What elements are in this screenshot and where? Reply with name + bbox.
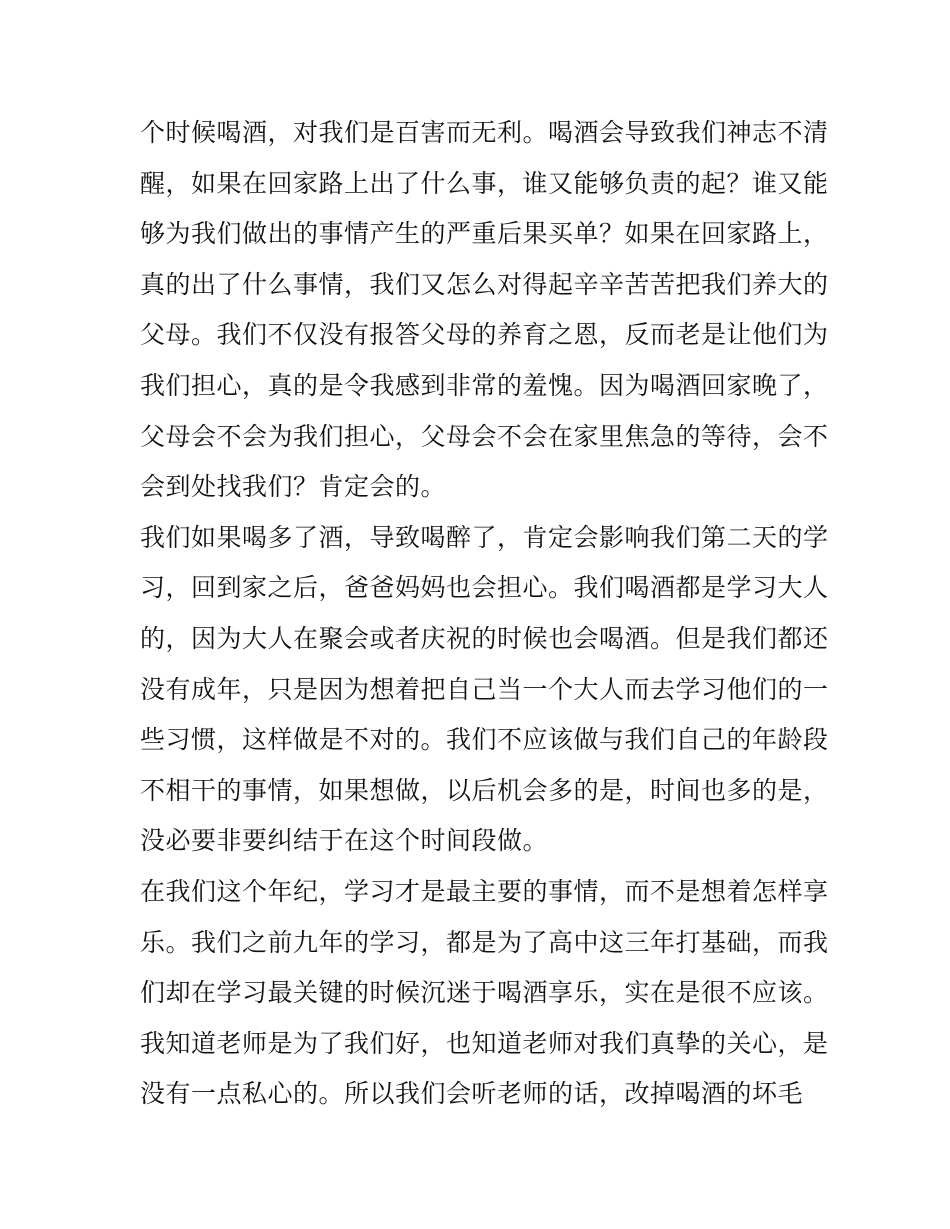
text-line: 没有一点私心的。所以我们会听老师的话，改掉喝酒的坏毛 — [140, 1079, 804, 1109]
text-line: 个时候喝酒，对我们是百害而无利。喝酒会导致我们神志不清 — [140, 118, 829, 147]
text-line: 我知道老师是为了我们好，也知道老师对我们真挚的关心，是 — [140, 1028, 829, 1058]
text-line: 真的出了什么事情，我们又怎么对得起辛辛苦苦把我们养大的 — [140, 269, 829, 299]
paragraph-1 — [140, 108, 829, 513]
text-line: 够为我们做出的事情产生的严重后果买单？如果在回家路上， — [140, 219, 829, 249]
document-body — [140, 108, 829, 1120]
text-line: 会到处找我们？肯定会的。 — [140, 472, 447, 502]
text-line: 我们如果喝多了酒，导致喝醉了，肯定会影响我们第二天的学 — [140, 522, 829, 552]
text-line: 在我们这个年纪，学习才是最主要的事情，而不是想着怎样享 — [140, 876, 829, 906]
text-line: 们却在学习最关键的时候沉迷于喝酒享乐，实在是很不应该。 — [140, 978, 829, 1008]
text-line: 习，回到家之后，爸爸妈妈也会担心。我们喝酒都是学习大人 — [140, 573, 829, 603]
paragraph-2 — [140, 513, 829, 867]
text-line: 醒，如果在回家路上出了什么事，谁又能够负责的起？谁又能 — [140, 168, 829, 198]
text-line: 没有成年，只是因为想着把自己当一个大人而去学习他们的一 — [140, 674, 829, 704]
text-line: 不相干的事情，如果想做，以后机会多的是，时间也多的是， — [140, 775, 829, 805]
paragraph-3 — [140, 867, 829, 1120]
text-line: 父母会不会为我们担心，父母会不会在家里焦急的等待，会不 — [140, 421, 829, 451]
text-line: 乐。我们之前九年的学习，都是为了高中这三年打基础，而我 — [140, 927, 829, 957]
text-line: 没必要非要纠结于在这个时间段做。 — [140, 826, 549, 856]
text-line: 父母。我们不仅没有报答父母的养育之恩，反而老是让他们为 — [140, 320, 829, 350]
text-line: 我们担心，真的是令我感到非常的羞愧。因为喝酒回家晚了， — [140, 370, 829, 400]
text-line: 的，因为大人在聚会或者庆祝的时候也会喝酒。但是我们都还 — [140, 623, 829, 653]
text-line: 些习惯，这样做是不对的。我们不应该做与我们自己的年龄段 — [140, 725, 829, 755]
